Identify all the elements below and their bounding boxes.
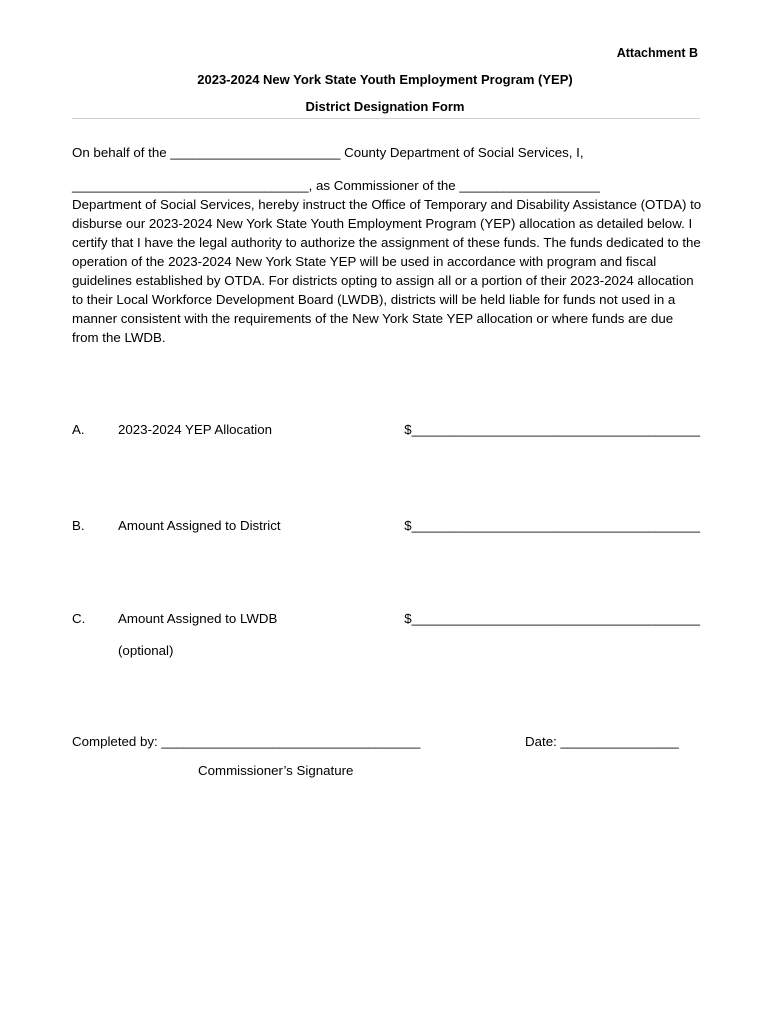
header-divider [72,118,700,119]
row-label: Amount Assigned to LWDB [118,611,278,626]
amount-field[interactable]: $_______________________________________ [404,422,700,437]
row-label: 2023-2024 YEP Allocation [118,422,273,437]
commissioner-line: ________________________________, as Commissioner of the ___________________ [72,178,600,193]
optional-note: (optional) [118,643,174,658]
document-subtitle: District Designation Form [305,99,465,114]
date-field[interactable]: Date: ________________ [525,734,679,749]
completed-by-field[interactable]: Completed by: ___________________________________ [72,734,421,749]
instruction-paragraph [72,176,702,347]
document-title: 2023-2024 New York State Youth Employment Program (YEP) [197,72,573,87]
row-letter: B. [72,518,85,533]
row-label: Amount Assigned to District [118,518,281,533]
amount-field[interactable]: $_______________________________________ [404,611,700,626]
row-letter: A. [72,422,85,437]
attachment-label: Attachment B [616,46,698,60]
row-letter: C. [72,611,86,626]
amount-field[interactable]: $_______________________________________ [404,518,700,533]
county-line: On behalf of the _______________________ County Department of Social Services, I, [72,145,584,160]
signature-label: Commissioner’s Signature [198,763,354,778]
instruction-text: Department of Social Services, hereby instruct the Office of Temporary and Disability Assistance (OTDA) to disburse our 2023-2024 New York State Youth Employment Program (YEP) allocation as detailed below. I certify that I have the legal authority to authorize the assignment of these funds. The funds dedicated to the operation of the 2023-2024 New York State YEP will be used in accordance with program and fiscal guidelines established by OTDA. For districts opting to assign all or a portion of their 2023-2024 allocation to their Local Workforce Development Board (LWDB), districts will be held liable for funds not used in a manner consistent with the requirements of the New York State YEP allocation or where funds are due from the LWDB. [72,197,702,345]
